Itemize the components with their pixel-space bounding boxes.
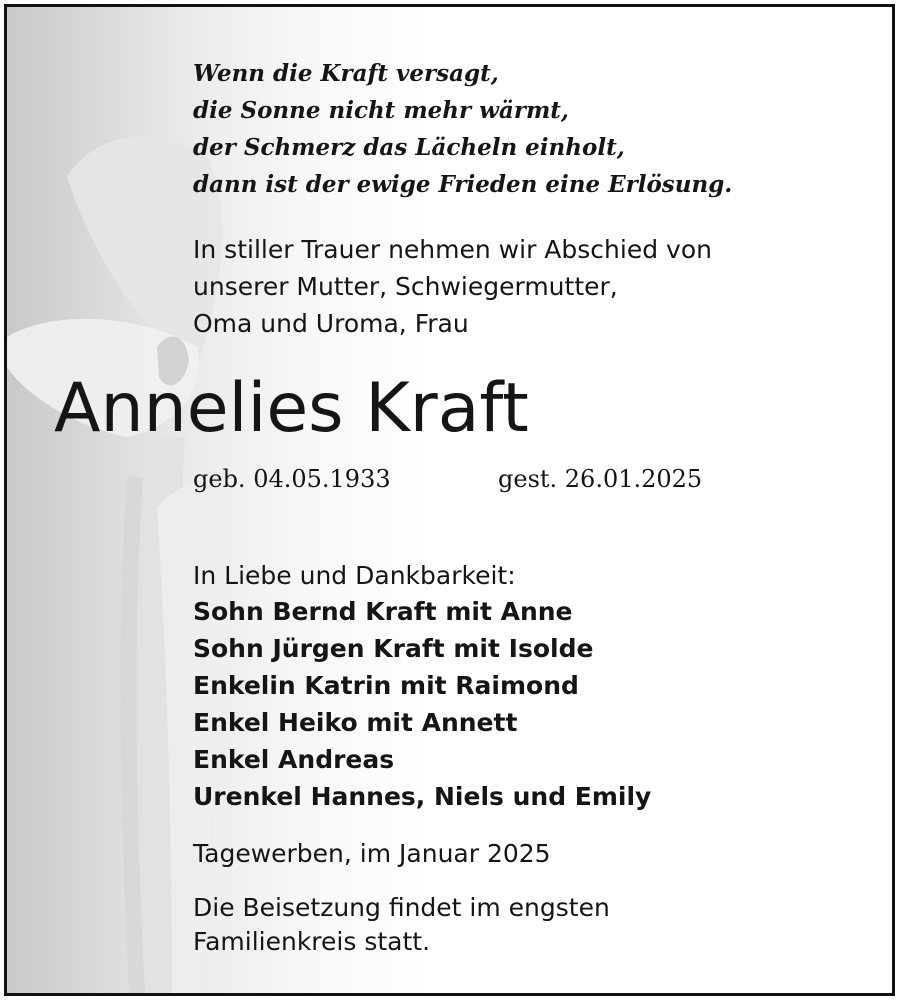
poem-line: der Schmerz das Lächeln einholt, <box>193 134 625 161</box>
poem-line: die Sonne nicht mehr wärmt, <box>193 97 569 124</box>
place-date: Tagewerben, im Januar 2025 <box>193 839 551 868</box>
mourners-list <box>193 593 651 815</box>
poem <box>193 55 732 203</box>
birth-date: geb. 04.05.1933 <box>193 465 391 493</box>
mourners-label: In Liebe und Dankbarkeit: <box>193 561 516 590</box>
list-item: Enkel Heiko mit Annett <box>193 708 518 737</box>
list-item: Sohn Bernd Kraft mit Anne <box>193 597 573 626</box>
notice-line: Die Beisetzung findet im engsten <box>193 893 610 922</box>
poem-line: dann ist der ewige Frieden eine Erlösung. <box>193 171 733 198</box>
deceased-name: Annelies Kraft <box>54 369 529 448</box>
intro-line: Oma und Uroma, Frau <box>193 309 469 338</box>
death-date: gest. 26.01.2025 <box>498 465 703 493</box>
list-item: Enkelin Katrin mit Raimond <box>193 671 579 700</box>
burial-notice <box>193 891 610 959</box>
life-dates <box>193 464 703 494</box>
poem-line: Wenn die Kraft versagt, <box>193 60 499 87</box>
list-item: Urenkel Hannes, Niels und Emily <box>193 782 652 811</box>
obituary-frame <box>4 4 895 996</box>
notice-line: Familienkreis statt. <box>193 927 431 956</box>
intro-line: unserer Mutter, Schwiegermutter, <box>193 272 618 301</box>
list-item: Enkel Andreas <box>193 745 395 774</box>
list-item: Sohn Jürgen Kraft mit Isolde <box>193 634 594 663</box>
intro-line: In stiller Trauer nehmen wir Abschied von <box>193 235 712 264</box>
intro-text <box>193 231 712 342</box>
